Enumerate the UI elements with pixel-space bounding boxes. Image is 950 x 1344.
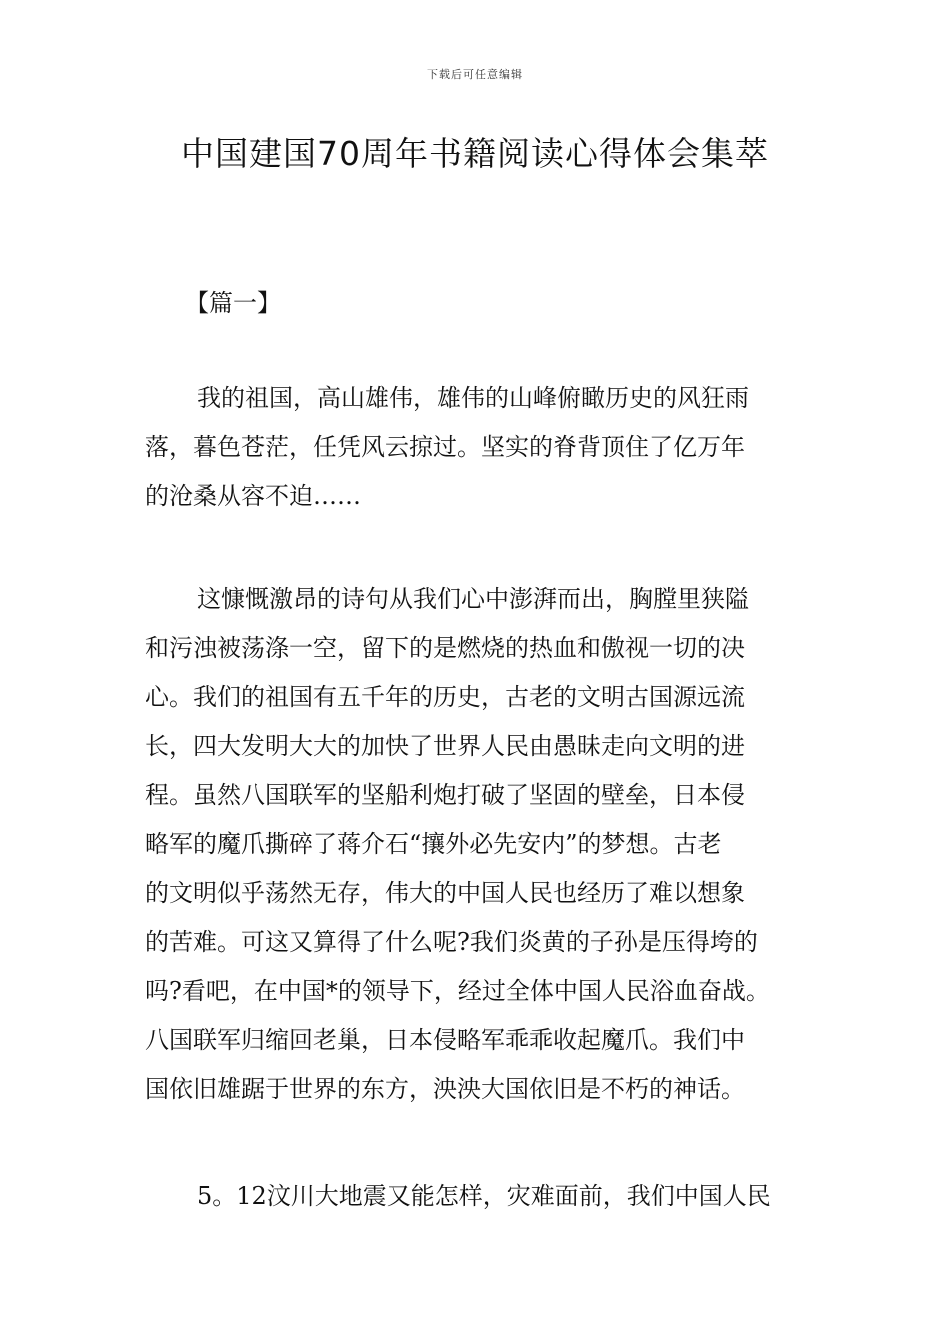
page-header-note: 下载后可任意编辑 (427, 68, 523, 81)
paragraph-line: 的沧桑从容不迫…… (145, 482, 361, 510)
document-title: 中国建国70周年书籍阅读心得体会集萃 (181, 134, 769, 173)
paragraph-3 (145, 1172, 809, 1221)
paragraph-line: 吗?看吧，在中国*的领导下，经过全体中国人民浴血奋战。 (145, 977, 770, 1005)
paragraph-line: 的苦难。可这又算得了什么呢?我们炎黄的子孙是压得垮的 (145, 928, 758, 956)
paragraph-line: 5。12汶川大地震又能怎样，灾难面前，我们中国人民 (197, 1182, 771, 1210)
paragraph-line: 落，暮色苍茫，任凭风云掠过。坚实的脊背顶住了亿万年 (145, 433, 745, 461)
paragraph-line: 和污浊被荡涤一空，留下的是燃烧的热血和傲视一切的决 (145, 634, 745, 662)
paragraph-line: 心。我们的祖国有五千年的历史，古老的文明古国源远流 (145, 683, 745, 711)
paragraph-line: 的文明似乎荡然无存，伟大的中国人民也经历了难以想象 (145, 879, 745, 907)
paragraph-line: 八国联军归缩回老巢，日本侵略军乖乖收起魔爪。我们中 (145, 1026, 745, 1054)
paragraph-2 (145, 575, 809, 1114)
paragraph-line: 略军的魔爪撕碎了蒋介石“攘外必先安内”的梦想。古老 (145, 830, 722, 858)
paragraph-line: 程。虽然八国联军的坚船利炮打破了坚固的壁垒，日本侵 (145, 781, 745, 809)
paragraph-line: 我的祖国，高山雄伟，雄伟的山峰俯瞰历史的风狂雨 (197, 384, 749, 412)
paragraph-line: 这慷慨激昂的诗句从我们心中澎湃而出，胸膛里狭隘 (197, 585, 749, 613)
paragraph-line: 长，四大发明大大的加快了世界人民由愚昧走向文明的进 (145, 732, 745, 760)
paragraph-1 (145, 374, 809, 521)
paragraph-line: 国依旧雄踞于世界的东方，泱泱大国依旧是不朽的神话。 (145, 1075, 745, 1103)
section-heading: 【篇一】 (185, 289, 281, 317)
